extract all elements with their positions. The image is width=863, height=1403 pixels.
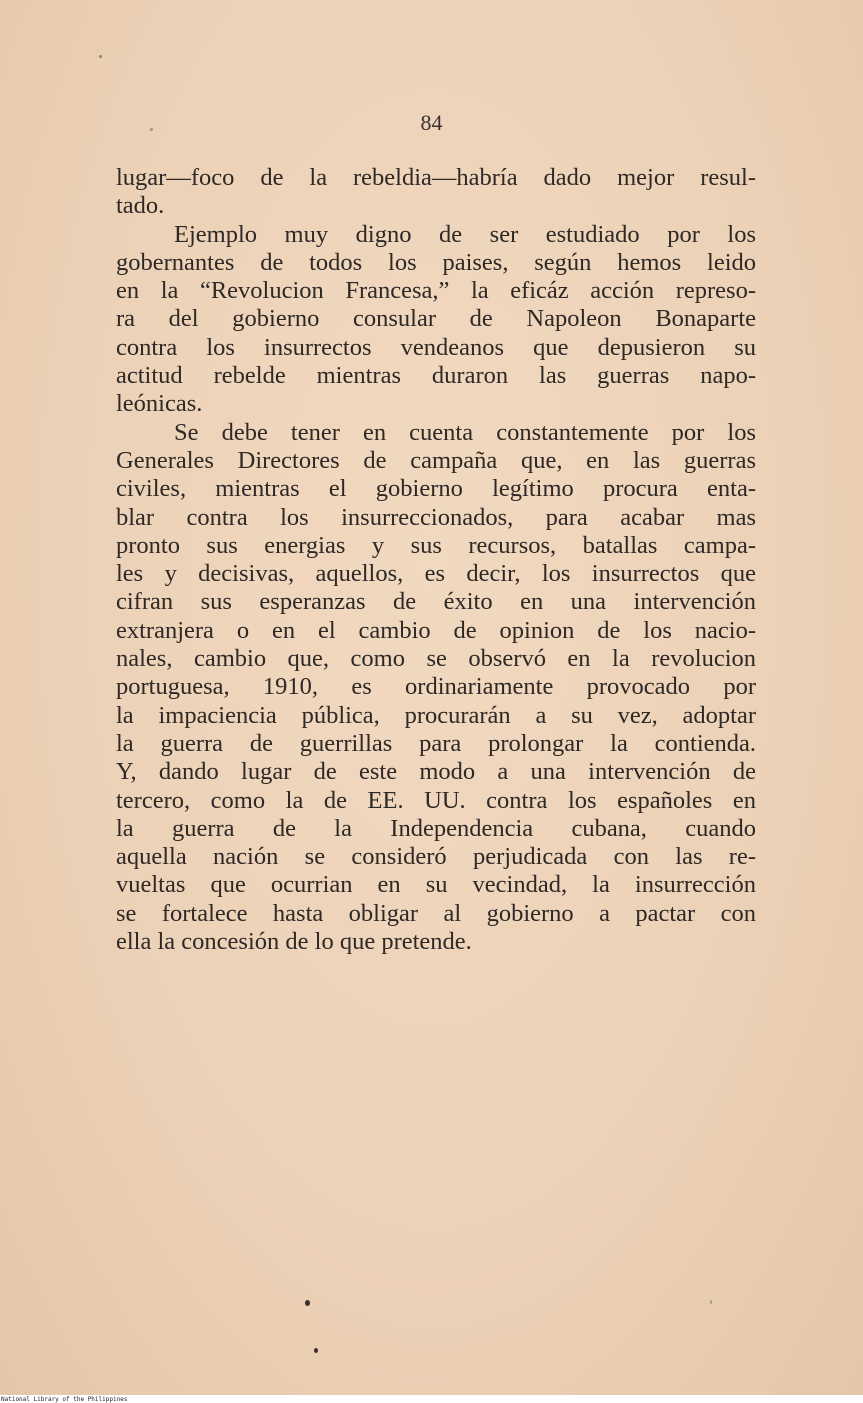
text-line: la impaciencia pública, procurarán a su vez, adoptar (116, 701, 756, 729)
paper-speck (710, 1300, 712, 1304)
text-line: Generales Directores de campaña que, en las guerras (116, 446, 756, 474)
text-line: tercero, como la de EE. UU. contra los españoles en (116, 786, 756, 814)
footer-strip (0, 1395, 863, 1403)
text-line: vueltas que ocurrian en su vecindad, la insurrección (116, 871, 756, 899)
text-line: la guerra de la Independencia cubana, cuando (116, 814, 756, 842)
body-text (116, 164, 756, 956)
text-line: la guerra de guerrillas para prolongar la contienda. (116, 729, 756, 757)
text-line: extranjera o en el cambio de opinion de los nacio- (116, 616, 756, 644)
text-line: portuguesa, 1910, es ordinariamente provocado por (116, 673, 756, 701)
paper-speck (305, 1300, 310, 1306)
text-line: ella la concesión de lo que pretende. (116, 928, 472, 956)
text-line: tado. (116, 192, 165, 220)
page-number: 84 (420, 110, 443, 135)
paper-speck (99, 55, 102, 58)
text-line: cifran sus esperanzas de éxito en una intervención (116, 588, 756, 616)
text-line: aquella nación se consideró perjudicada con las re- (116, 843, 756, 871)
text-line: se fortalece hasta obligar al gobierno a pactar con (116, 899, 756, 927)
text-line: blar contra los insurreccionados, para acabar mas (116, 503, 756, 531)
paper-speck (314, 1348, 318, 1353)
text-line: Ejemplo muy digno de ser estudiado por los (174, 220, 756, 248)
text-line: actitud rebelde mientras duraron las guerras napo- (116, 362, 756, 390)
text-line: lugar—foco de la rebeldia—habría dado mejor resul- (116, 164, 756, 191)
text-line: civiles, mientras el gobierno legítimo procura enta- (116, 475, 756, 503)
paper-speck (150, 128, 153, 131)
text-line: les y decisivas, aquellos, es decir, los insurrectos que (116, 560, 756, 588)
footer-credit: National Library of the Philippines (1, 1396, 128, 1403)
text-line: Y, dando lugar de este modo a una intervención de (116, 758, 756, 786)
text-line: ra del gobierno consular de Napoleon Bonaparte (116, 305, 756, 333)
text-line: contra los insurrectos vendeanos que depusieron su (116, 333, 756, 361)
text-line: leónicas. (116, 390, 203, 418)
text-line: pronto sus energias y sus recursos, batallas campa- (116, 531, 756, 559)
text-line: Se debe tener en cuenta constantemente por los (174, 418, 756, 446)
text-line: nales, cambio que, como se observó en la revolucion (116, 645, 756, 673)
text-line: en la “Revolucion Francesa,” la eficáz acción represo- (116, 277, 756, 305)
text-line: gobernantes de todos los paises, según hemos leido (116, 248, 756, 276)
